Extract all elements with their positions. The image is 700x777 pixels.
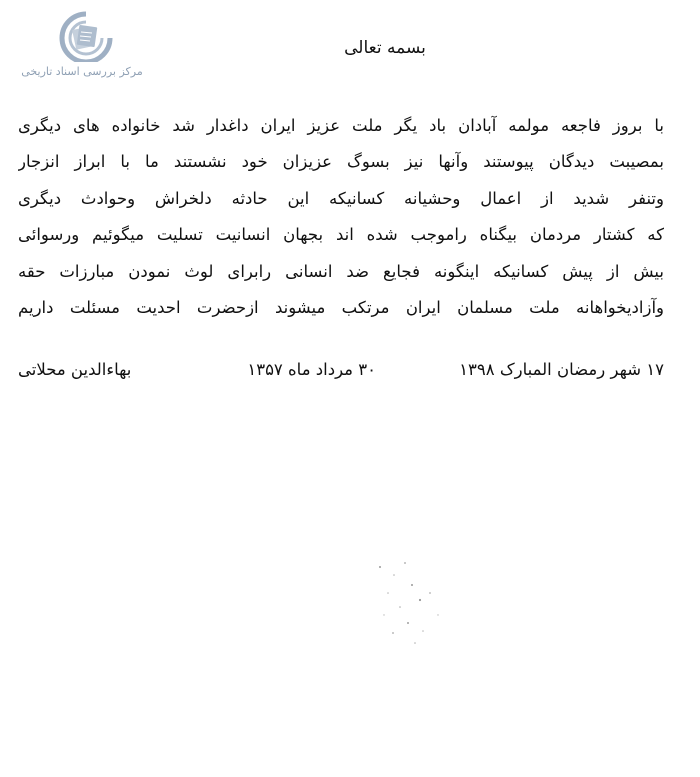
letter-footer [18,356,664,384]
body-line: بیش از پیش کسانیکه اینگونه فجایع ضد انسانی رابرای لوث نمودن مبارزات حقه [18,261,664,281]
body-line: با بروز فاجعه مولمه آبادان باد یگر ملت عزیز ایران داغدار شد خانواده های دیگری [18,116,664,135]
body-line: بمصیبت دیدگان پیوستند وآنها نیز بسوگ عزیزان خود نشستند ما با ابراز انزجار [18,152,664,172]
watermark-caption: مرکز بررسی اسناد تاریخی [21,65,143,78]
body-line: وتنفر شدید از اعمال وحشیانه کسانیکه این حادثه دلخراش وحوادث دیگری [18,188,664,208]
signature-name: بهاءالدین محلاتی [18,360,132,379]
hijri-date: ۱۷ شهر رمضان المبارک ۱۳۹۸ [459,360,664,379]
document-archive-logo-icon [56,10,116,62]
solar-date: ۳۰ مرداد ماه ۱۳۵۷ [247,360,376,379]
archive-watermark [12,10,152,82]
paper-specks [360,545,470,655]
letter-heading: بسمه تعالی [344,38,426,58]
body-line: وآزادیخواهانه ملت مسلمان ایران مرتکب میشوند ازحضرت احدیت مسئلت داریم [18,297,664,317]
body-line: که کشتار مردمان بیگناه راموجب شده اند بجهان انسانیت تسلیت میگوئیم ورسوائی [18,225,664,245]
letter-body [18,108,664,326]
